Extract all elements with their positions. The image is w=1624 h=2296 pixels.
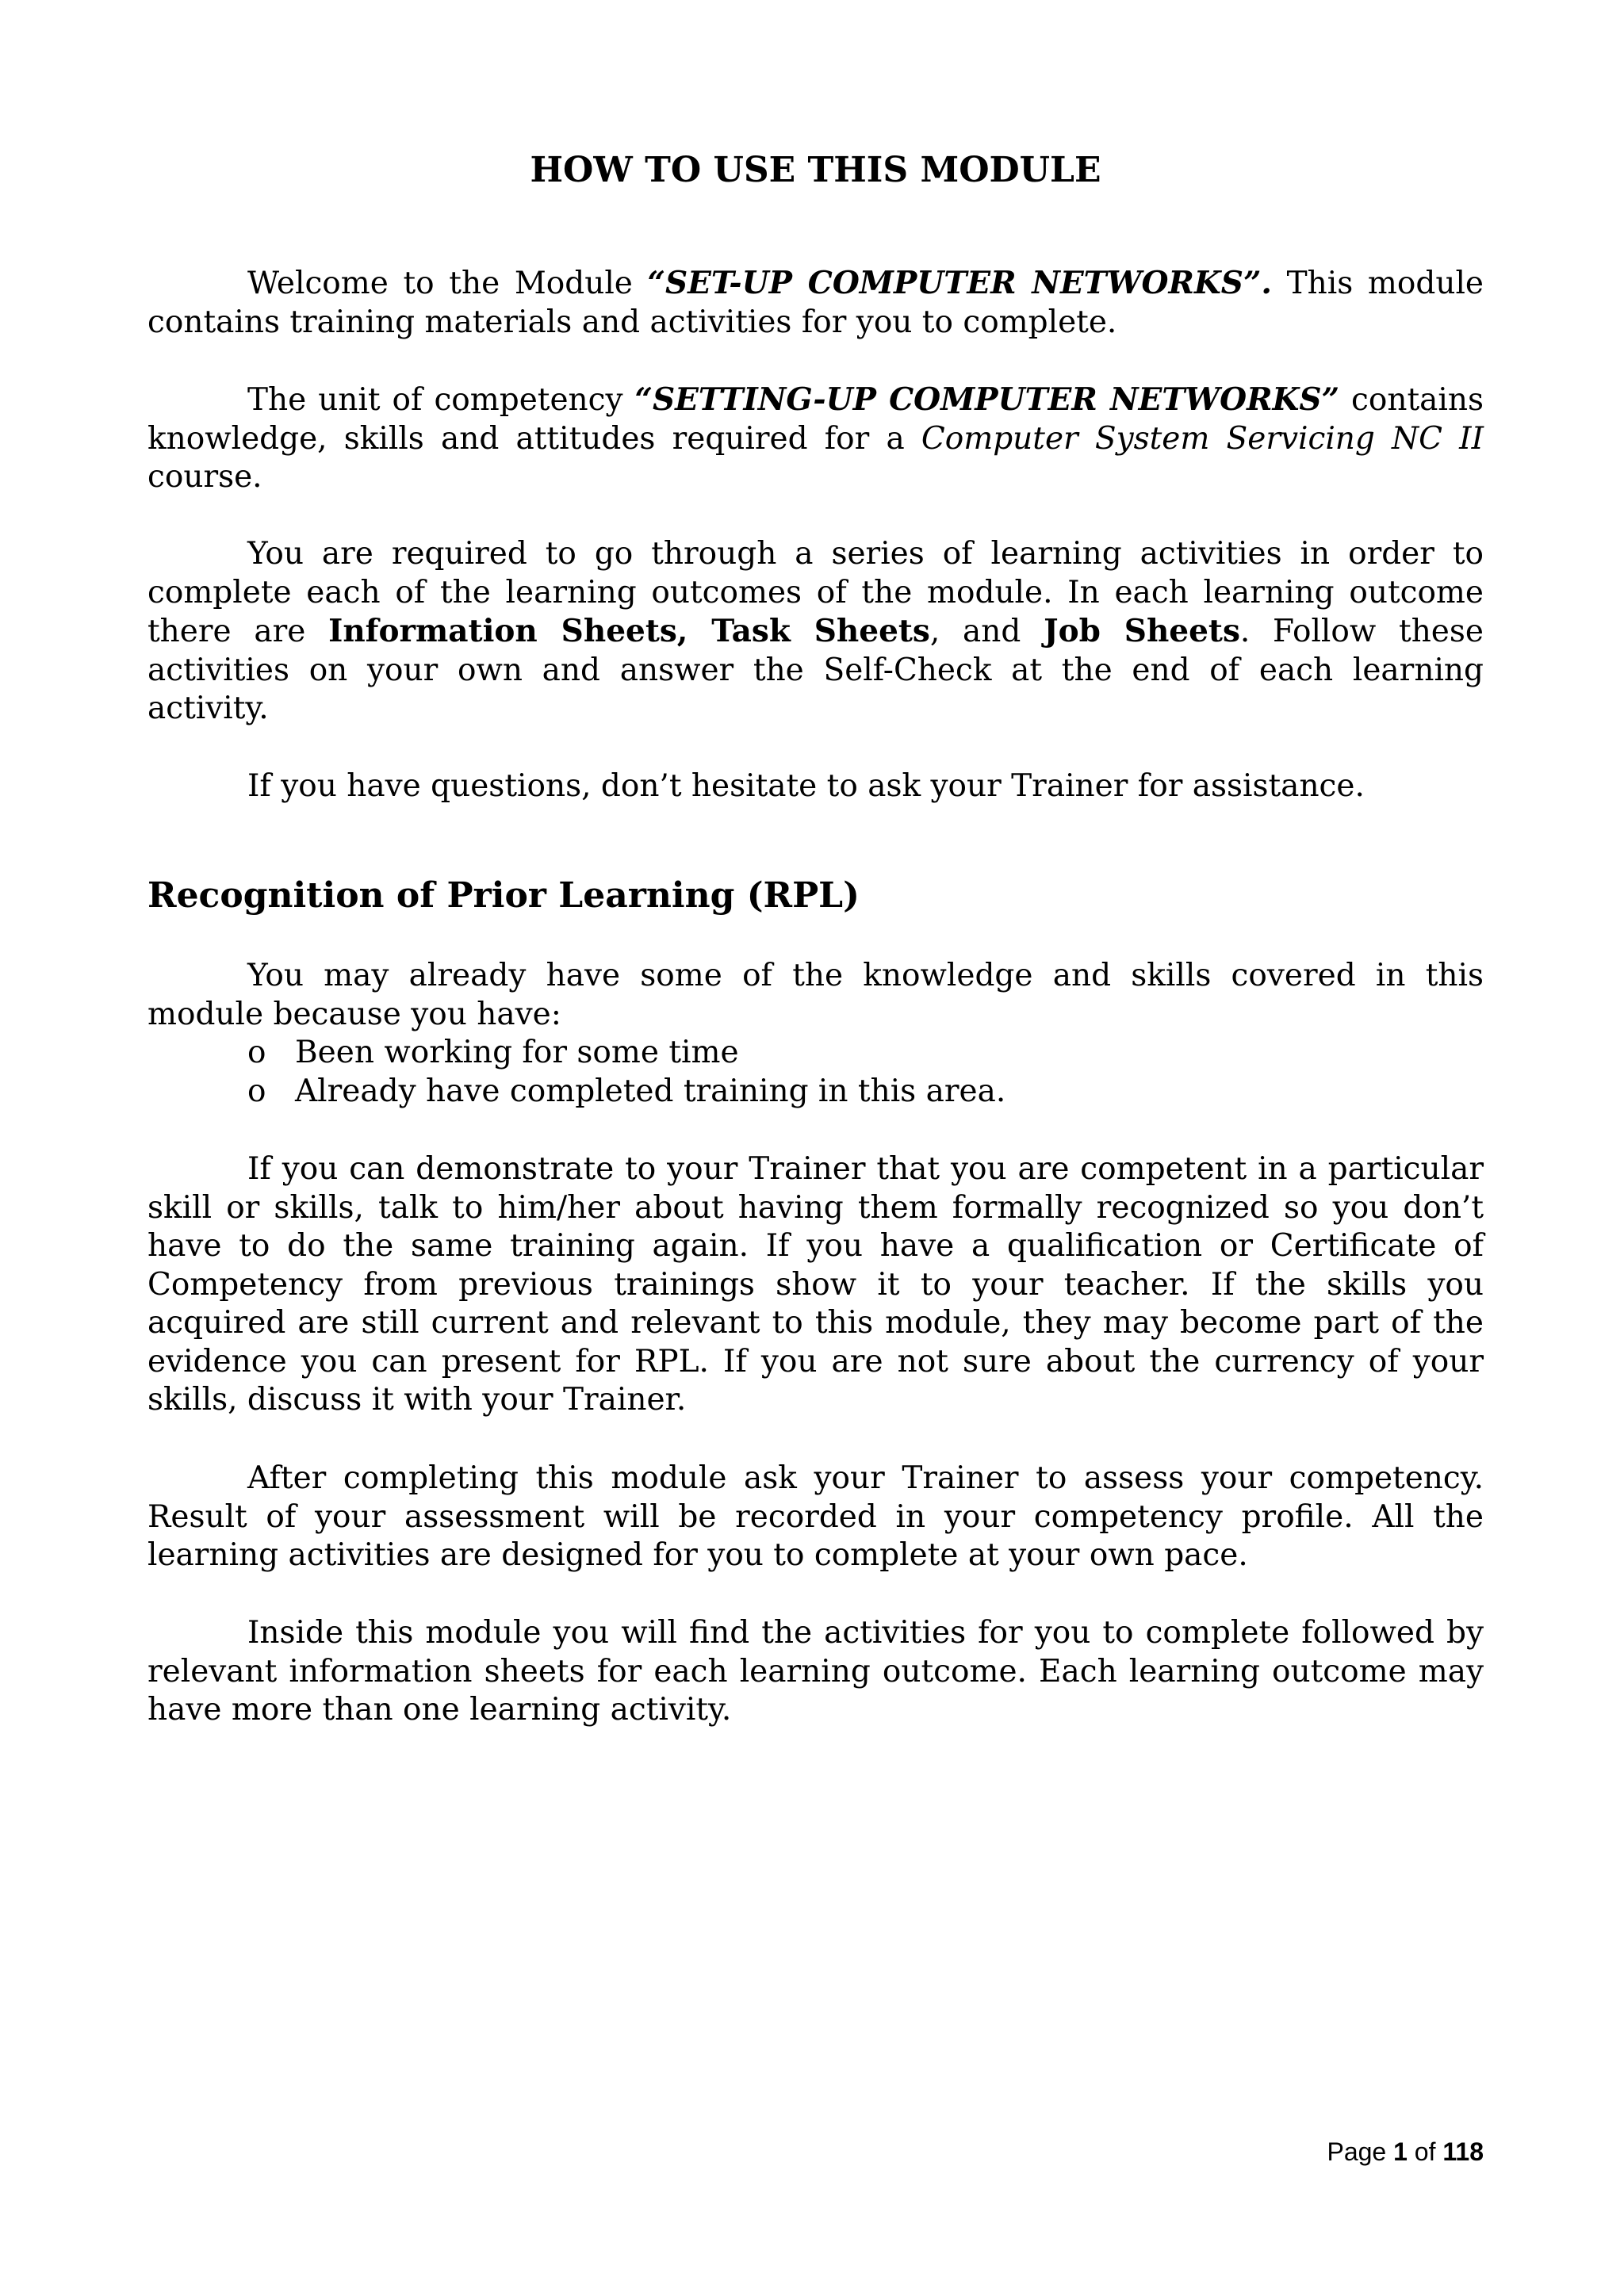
text-run: contains knowledge, skills and attitudes required for a [147, 382, 1484, 457]
text-run: Welcome to the Module [247, 266, 648, 301]
text-run: This module contains training materials and activities for you to complete. [147, 266, 1484, 340]
intro-paragraph-competency [147, 381, 1484, 497]
rpl-paragraph-intro: You may already have some of the knowledge and skills covered in this module because you have: [147, 958, 1484, 1032]
list-item [247, 1034, 1005, 1073]
intro-paragraph-activities [147, 535, 1484, 729]
rpl-paragraph-demonstrate: If you can demonstrate to your Trainer that you are competent in a particular skill or skills, talk to him/her about having them formally recognized so you don’t have to do the same training again. If you have a qualification or Certificate of Competency from previous trainings show it to your teacher. If the skills you acquired are still current and relevant to this module, they may become part of the evidence you can present for RPL. If you are not sure about the currency of your skills, discuss it with your Trainer. [147, 1151, 1484, 1418]
text-run: The unit of competency [247, 382, 635, 418]
bullet-marker: o [247, 1073, 266, 1109]
list-item [247, 1073, 1005, 1112]
total-pages: 118 [1442, 2137, 1484, 2166]
module-name: “SET-UP COMPUTER NETWORKS”. [647, 265, 1272, 301]
bullet-marker: o [247, 1035, 266, 1070]
text-run: , and [929, 614, 1044, 649]
section-heading-rpl: Recognition of Prior Learning (RPL) [147, 875, 860, 916]
text-run: You are required to go through a series of learning activities in order to complete each of the learning outcomes of the module. In each learning outcome there are [147, 536, 1484, 649]
course-name: Computer System Servicing NC II [921, 420, 1484, 457]
unit-name: “SETTING-UP COMPUTER NETWORKS” [634, 381, 1340, 418]
list-item-text: Already have completed training in this area. [295, 1073, 1006, 1109]
text-run: . Follow these activities on your own and answer the Self-Check at the end of each learning activity. [147, 614, 1484, 726]
job-sheets-term: Job Sheets [1044, 613, 1240, 649]
rpl-paragraph-assessment: After completing this module ask your Trainer to assess your competency. Result of your assessment will be recorded in your competency profile. All the learning activities are designed for you to complete at your own pace. [147, 1460, 1484, 1573]
intro-paragraph-welcome [147, 264, 1484, 342]
sheet-types: Information Sheets, Task Sheets [328, 613, 930, 649]
rpl-paragraph-inside-module: Inside this module you will find the activities for you to complete followed by relevant information sheets for each learning outcome. Each learning outcome may have more than one learning activity. [147, 1615, 1484, 1728]
intro-paragraph-questions: If you have questions, don’t hesitate to ask your Trainer for assistance. [247, 768, 1365, 804]
text-run: course. [147, 459, 262, 495]
page-separator: of [1407, 2137, 1443, 2166]
page-title: HOW TO USE THIS MODULE [530, 150, 1101, 190]
page-number [1327, 2136, 1484, 2168]
list-item-text: Been working for some time [295, 1035, 739, 1070]
current-page: 1 [1393, 2137, 1408, 2166]
document-page [147, 0, 1484, 2296]
page-prefix: Page [1327, 2137, 1394, 2166]
rpl-bullet-list [247, 1034, 1005, 1111]
